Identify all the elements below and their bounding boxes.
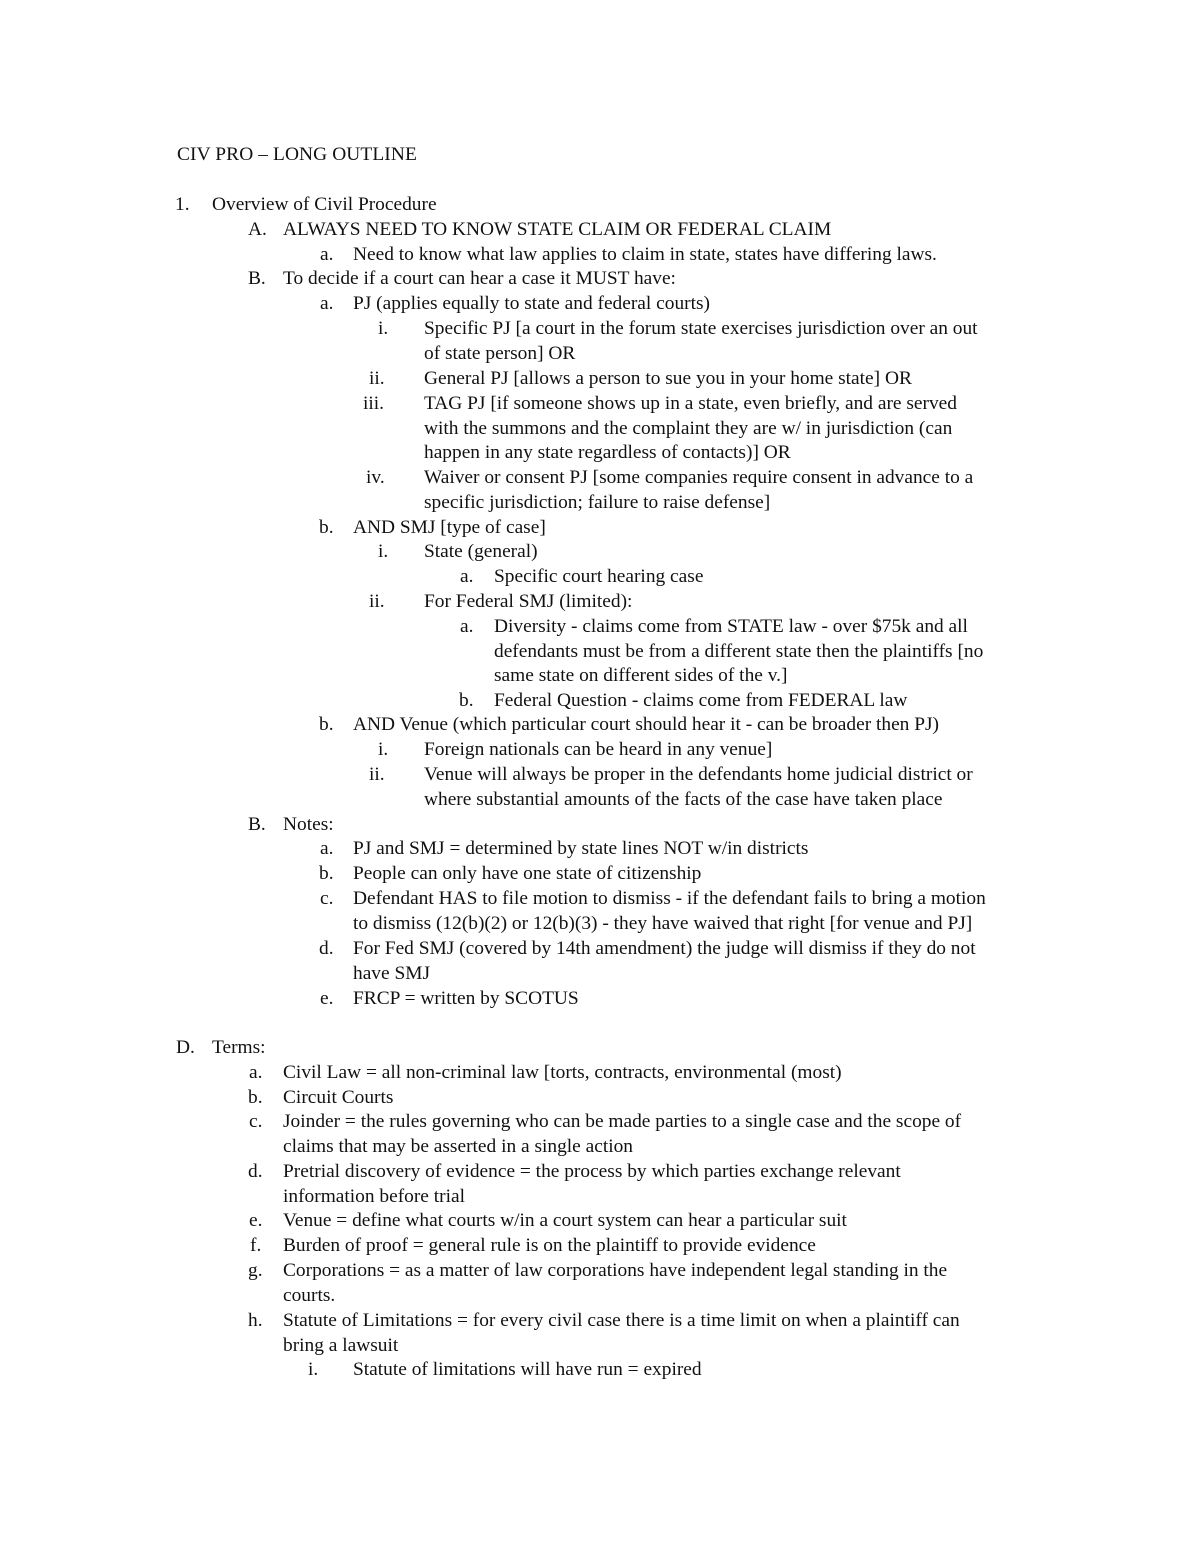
term-item-continuation xyxy=(0,1333,1200,1358)
term-item xyxy=(0,1308,1200,1333)
outline-item xyxy=(0,266,1200,291)
item-marker: ii. xyxy=(369,591,385,612)
term-item xyxy=(0,1208,1200,1233)
item-text: specific jurisdiction; failure to raise defense] xyxy=(424,492,771,513)
item-marker: a. xyxy=(249,1062,263,1083)
item-text: Pretrial discovery of evidence = the process by which parties exchange relevant xyxy=(283,1161,901,1182)
item-text: to dismiss (12(b)(2) or 12(b)(3) - they have waived that right [for venue and PJ] xyxy=(353,913,973,934)
item-text: Foreign nationals can be heard in any venue] xyxy=(424,739,773,760)
item-text: TAG PJ [if someone shows up in a state, even briefly, and are served xyxy=(424,393,957,414)
outline-item xyxy=(0,614,1200,639)
item-marker: a. xyxy=(320,838,334,859)
outline-item-continuation xyxy=(0,416,1200,441)
section-heading-line xyxy=(0,192,1200,217)
outline-item-continuation xyxy=(0,911,1200,936)
item-marker: b. xyxy=(319,863,334,884)
item-text: with the summons and the complaint they are w/ in jurisdiction (can xyxy=(424,418,953,439)
document-title: CIV PRO – LONG OUTLINE xyxy=(177,144,417,165)
outline-item xyxy=(0,589,1200,614)
section-number: 1. xyxy=(175,194,190,215)
outline-item-continuation xyxy=(0,341,1200,366)
outline-item xyxy=(0,812,1200,837)
outline-item xyxy=(0,564,1200,589)
item-marker: e. xyxy=(249,1210,263,1231)
outline-item xyxy=(0,366,1200,391)
item-text: Circuit Courts xyxy=(283,1087,394,1108)
outline-item xyxy=(0,737,1200,762)
item-text: where substantial amounts of the facts of the case have taken place xyxy=(424,789,943,810)
item-marker: i. xyxy=(378,541,389,562)
item-text: PJ (applies equally to state and federal courts) xyxy=(353,293,710,314)
item-text: claims that may be asserted in a single action xyxy=(283,1136,633,1157)
item-text: same state on different sides of the v.] xyxy=(494,665,788,686)
outline-item xyxy=(0,291,1200,316)
term-item xyxy=(0,1233,1200,1258)
outline-item-continuation xyxy=(0,490,1200,515)
item-text: Federal Question - claims come from FEDERAL law xyxy=(494,690,908,711)
item-text: For Fed SMJ (covered by 14th amendment) the judge will dismiss if they do not xyxy=(353,938,976,959)
item-marker: b. xyxy=(248,1087,263,1108)
outline-item xyxy=(0,986,1200,1011)
item-text: Joinder = the rules governing who can be made parties to a single case and the scope of xyxy=(283,1111,962,1132)
item-marker: c. xyxy=(249,1111,263,1132)
item-text: bring a lawsuit xyxy=(283,1335,399,1356)
item-marker: iv. xyxy=(366,467,385,488)
outline-item xyxy=(0,886,1200,911)
item-text: Specific court hearing case xyxy=(494,566,704,587)
outline-item xyxy=(0,712,1200,737)
item-marker: b. xyxy=(459,690,474,711)
item-marker: ii. xyxy=(369,764,385,785)
term-item-continuation xyxy=(0,1184,1200,1209)
item-text: ALWAYS NEED TO KNOW STATE CLAIM OR FEDERAL CLAIM xyxy=(283,219,832,240)
term-item-continuation xyxy=(0,1283,1200,1308)
item-marker: A. xyxy=(248,219,267,240)
item-marker: b. xyxy=(319,714,334,735)
outline-item xyxy=(0,539,1200,564)
outline-item xyxy=(0,465,1200,490)
item-text: Diversity - claims come from STATE law - over $75k and all xyxy=(494,616,968,637)
outline-item xyxy=(0,316,1200,341)
section-marker: D. xyxy=(176,1037,195,1058)
item-marker: f. xyxy=(250,1235,262,1256)
item-text: Civil Law = all non-criminal law [torts, contracts, environmental (most) xyxy=(283,1062,842,1083)
term-item xyxy=(0,1109,1200,1134)
item-text: State (general) xyxy=(424,541,538,562)
outline-item xyxy=(0,688,1200,713)
item-marker: iii. xyxy=(363,393,385,414)
item-marker: e. xyxy=(320,988,334,1009)
item-text: have SMJ xyxy=(353,963,431,984)
item-marker: i. xyxy=(378,318,389,339)
item-text: Notes: xyxy=(283,814,334,835)
item-marker: B. xyxy=(248,268,266,289)
item-text: People can only have one state of citizenship xyxy=(353,863,702,884)
item-text: Venue will always be proper in the defendants home judicial district or xyxy=(424,764,973,785)
item-marker: b. xyxy=(319,517,334,538)
outline-item xyxy=(0,391,1200,416)
item-text: Statute of Limitations = for every civil case there is a time limit on when a plaintiff can xyxy=(283,1310,960,1331)
item-marker: i. xyxy=(378,739,389,760)
outline-item-continuation xyxy=(0,787,1200,812)
item-text: AND Venue (which particular court should hear it - can be broader then PJ) xyxy=(353,714,940,735)
outline-item-continuation xyxy=(0,440,1200,465)
section-heading: Terms: xyxy=(212,1037,266,1058)
outline-item xyxy=(0,242,1200,267)
item-marker: a. xyxy=(320,293,334,314)
item-text: PJ and SMJ = determined by state lines NOT w/in districts xyxy=(353,838,809,859)
item-text: To decide if a court can hear a case it MUST have: xyxy=(283,268,676,289)
item-text: defendants must be from a different state then the plaintiffs [no xyxy=(494,641,984,662)
item-marker: h. xyxy=(248,1310,263,1331)
item-text: happen in any state regardless of contacts)] OR xyxy=(424,442,791,463)
item-text: Specific PJ [a court in the forum state exercises jurisdiction over an out xyxy=(424,318,978,339)
outline-item-continuation xyxy=(0,663,1200,688)
item-text: Waiver or consent PJ [some companies require consent in advance to a xyxy=(424,467,974,488)
outline-item xyxy=(0,762,1200,787)
outline-item xyxy=(0,217,1200,242)
item-marker: d. xyxy=(319,938,334,959)
item-text: Defendant HAS to file motion to dismiss - if the defendant fails to bring a motion xyxy=(353,888,986,909)
item-text: of state person] OR xyxy=(424,343,576,364)
item-text: Corporations = as a matter of law corporations have independent legal standing in the xyxy=(283,1260,948,1281)
item-text: Statute of limitations will have run = expired xyxy=(353,1359,702,1380)
item-marker: B. xyxy=(248,814,266,835)
item-text: Venue = define what courts w/in a court system can hear a particular suit xyxy=(283,1210,847,1231)
term-item-continuation xyxy=(0,1134,1200,1159)
term-subitem xyxy=(0,1357,1200,1382)
outline-item xyxy=(0,936,1200,961)
term-item xyxy=(0,1085,1200,1110)
section-heading: Overview of Civil Procedure xyxy=(212,194,437,215)
item-text: information before trial xyxy=(283,1186,465,1207)
section-heading-line xyxy=(0,1035,1200,1060)
item-text: General PJ [allows a person to sue you in your home state] OR xyxy=(424,368,912,389)
term-item xyxy=(0,1060,1200,1085)
item-text: Need to know what law applies to claim in state, states have differing laws. xyxy=(353,244,937,265)
outline-item xyxy=(0,515,1200,540)
item-marker: a. xyxy=(460,616,474,637)
item-text: Burden of proof = general rule is on the plaintiff to provide evidence xyxy=(283,1235,816,1256)
item-text: For Federal SMJ (limited): xyxy=(424,591,633,612)
item-marker: c. xyxy=(320,888,334,909)
outline-item xyxy=(0,836,1200,861)
outline-item-continuation xyxy=(0,639,1200,664)
outline-item-continuation xyxy=(0,961,1200,986)
item-marker: a. xyxy=(460,566,474,587)
outline-item xyxy=(0,861,1200,886)
term-item xyxy=(0,1159,1200,1184)
item-marker: i. xyxy=(308,1359,319,1380)
item-marker: a. xyxy=(320,244,334,265)
item-marker: g. xyxy=(248,1260,263,1281)
term-item xyxy=(0,1258,1200,1283)
document-title-line xyxy=(0,142,1200,167)
item-marker: d. xyxy=(248,1161,263,1182)
item-text: courts. xyxy=(283,1285,336,1306)
item-text: FRCP = written by SCOTUS xyxy=(353,988,579,1009)
item-text: AND SMJ [type of case] xyxy=(353,517,546,538)
item-marker: ii. xyxy=(369,368,385,389)
